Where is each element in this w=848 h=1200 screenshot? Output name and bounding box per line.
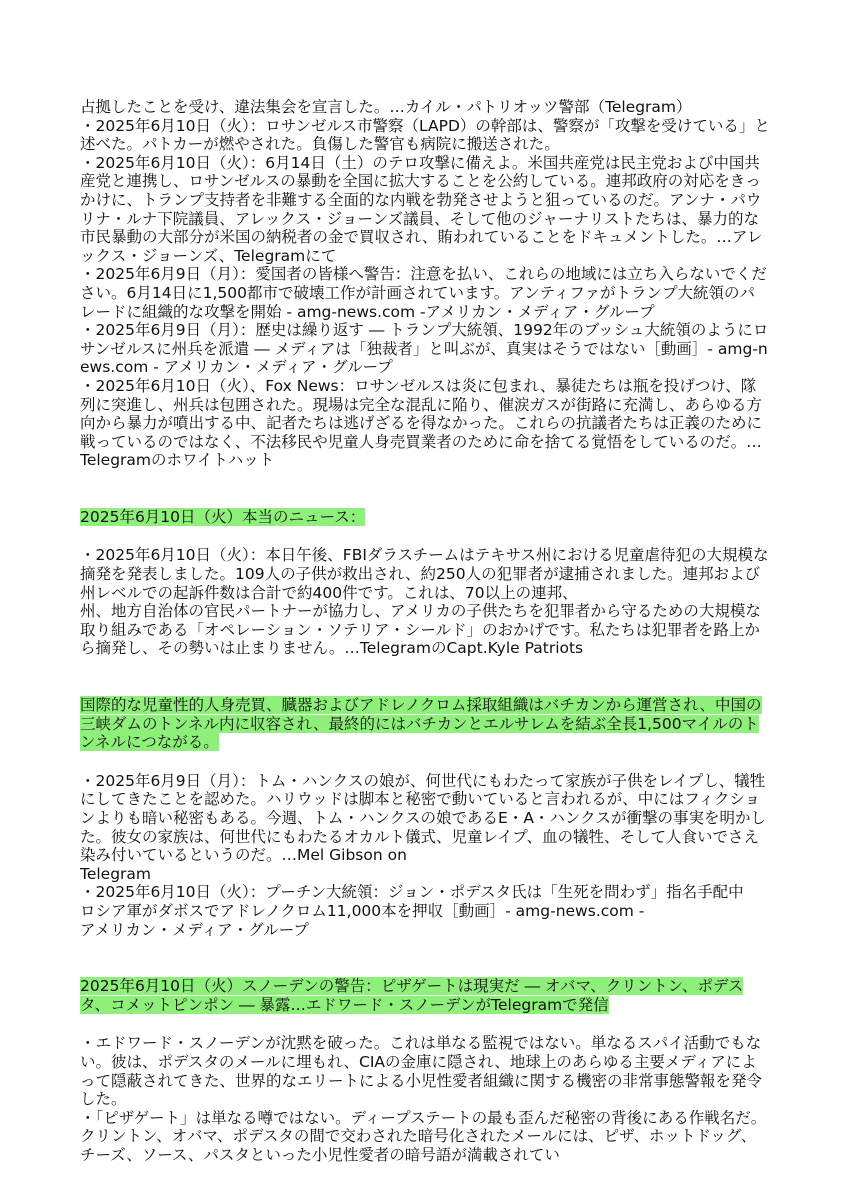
paragraph-pizzagate: ・「ピザゲート」は単なる噂ではない。ディープステートの最も歪んだ秘密の背後にある作戦名だ。クリントン、オバマ、ポデスタの間で交わされた暗号化されたメールには、ピザ、ホットドッグ、チーズ、ソース、パスタといった小児性愛者の暗号語が満載されてい — [80, 1108, 767, 1164]
section-heading-text: 2025年6月10日（火）スノーデンの警告：ピザゲートは現実だ ― オバマ、クリントン、ポデスタ、コメットピンポン ― 暴露…エドワード・スノーデンがTelegramで発信 — [80, 977, 744, 1014]
section-heading-text: 2025年6月10日（火）本当のニュース： — [80, 507, 366, 526]
section-heading-text: 国際的な児童性的人身売買、臓器およびアドレノクロム採取組織はバチカンから運営され、中国の三峡ダムのトンネル内に収容され、最終的にはバチカンとエルサレムを結ぶ全長1,500マイルのトンネルにつながる。 — [80, 696, 762, 752]
paragraph-arrest-declaration: 占拠したことを受け、違法集会を宣言した。…カイル・パトリオッツ警部（Telegram） — [80, 98, 692, 116]
section-heading-vatican — [80, 696, 770, 752]
paragraph-fbi-dallas: ・2025年6月10日（火）：本日午後、FBIダラスチームはテキサス州における児童虐待犯の大規模な摘発を発表しました。109人の子供が救出され、約250人の犯罪者が逮捕されました。連邦および州レベルでの起訴件数は合計で約400件です。これは、70以上の連邦、 州、地方自治体の官民パートナーが協力し、アメリカの子供たちを犯罪者から守るための大規模な取り組みである「オペレーション・ソテリア・シールド」のおかげです。私たちは犯罪者を路上から摘発し、その勢いは止まりません。…TelegramのCapt.Kyle Patriots — [80, 546, 769, 658]
section-heading-snowden — [80, 977, 770, 1014]
paragraph-fox-news: ・2025年6月10日（火）、Fox News：ロサンゼルスは炎に包まれ、暴徒たちは瓶を投げつけ、隊列に突進し、州兵は包囲された。現場は完全な混乱に陥り、催涙ガスが街路に充満し、あらゆる方向から暴力が噴出する中、記者たちは逃げざるを得なかった。これらの抗議者たちは正義のために戦っているのではなく、不法移民や児童人身売買業者のために命を捨てる覚悟をしているのだ。…Telegramのホワイトハット — [80, 376, 763, 470]
paragraph-patriot-warning: ・2025年6月9日（月）：愛国者の皆様へ警告：注意を払い、これらの地域には立ち入らないでください。6月14日に1,500都市で破壊工作が計画されています。アンティファがトランプ大統領のパレードに組織的な攻撃を開始 - amg-news.com -アメリカン・メディア・グループ — [80, 265, 767, 321]
paragraph-hanks: ・2025年6月9日（月）：トム・ハンクスの娘が、何世代にもわたって家族が子供をレイプし、犠牲にしてきたことを認めた。ハリウッドは脚本と秘密で動いていると言われるが、中にはフィクションよりも暗い秘密もある。今週、トム・ハンクスの娘であるE・A・ハンクスが衝撃の事実を明かした。彼女の家族は、何世代にもわたるオカルト儀式、児童レイプ、血の犠牲、そして人食いでさえ染み付いているというのだ。…Mel Gibson on Telegram — [80, 771, 766, 883]
section-heading-real-news — [80, 508, 770, 527]
paragraph-history-repeats: ・2025年6月9日（月）：歴史は繰り返す ― トランプ大統領、1992年のブッシュ大統領のようにロサンゼルスに州兵を派遣 ― メディアは「独裁者」と叫ぶが、真実はそうではない［動画］- amg-news.com - アメリカン・メディア・グループ — [80, 321, 769, 377]
document-page — [80, 98, 770, 1165]
paragraph-snowden: ・エドワード・スノーデンが沈黙を破った。これは単なる監視ではない。単なるスパイ活動でもない。彼は、ポデスタのメールに埋もれ、CIAの金庫に隠され、地球上のあらゆる主要メディアによって隠蔽されてきた、世界的なエリートによる小児性愛者組織に関する機密の非常事態警報を発令した。 — [80, 1034, 763, 1109]
paragraph-june14-warning: ・2025年6月10日（火）：6月14日（土）のテロ攻撃に備えよ。米国共産党は民主党および中国共産党と連携し、ロサンゼルスの暴動を全国に拡大することを公約している。連邦政府の対応をきっかけに、トランプ支持者を非難する全面的な内戦を勃発させようと狙っているのだ。アンナ・パウリナ・ルナ下院議員、アレックス・ジョーンズ議員、そして他のジャーナリストたちは、暴力的な市民暴動の大部分が米国の納税者の金で買収され、賄われていることをドキュメントした。…アレックス・ジョーンズ、Telegramにて — [80, 153, 763, 265]
paragraph-putin: ・2025年6月10日（火）：プーチン大統領：ジョン・ポデスタ氏は「生死を問わず」指名手配中 ロシア軍がダボスでアドレノクロム11,000本を押収［動画］- amg-news.com - アメリカン・メディア・グループ — [80, 883, 744, 939]
paragraph-lapd: ・2025年6月10日（火）：ロサンゼルス市警察（LAPD）の幹部は、警察が「攻撃を受けている」と述べた。パトカーが燃やされた。負傷した警官も病院に搬送された。 — [80, 116, 770, 154]
